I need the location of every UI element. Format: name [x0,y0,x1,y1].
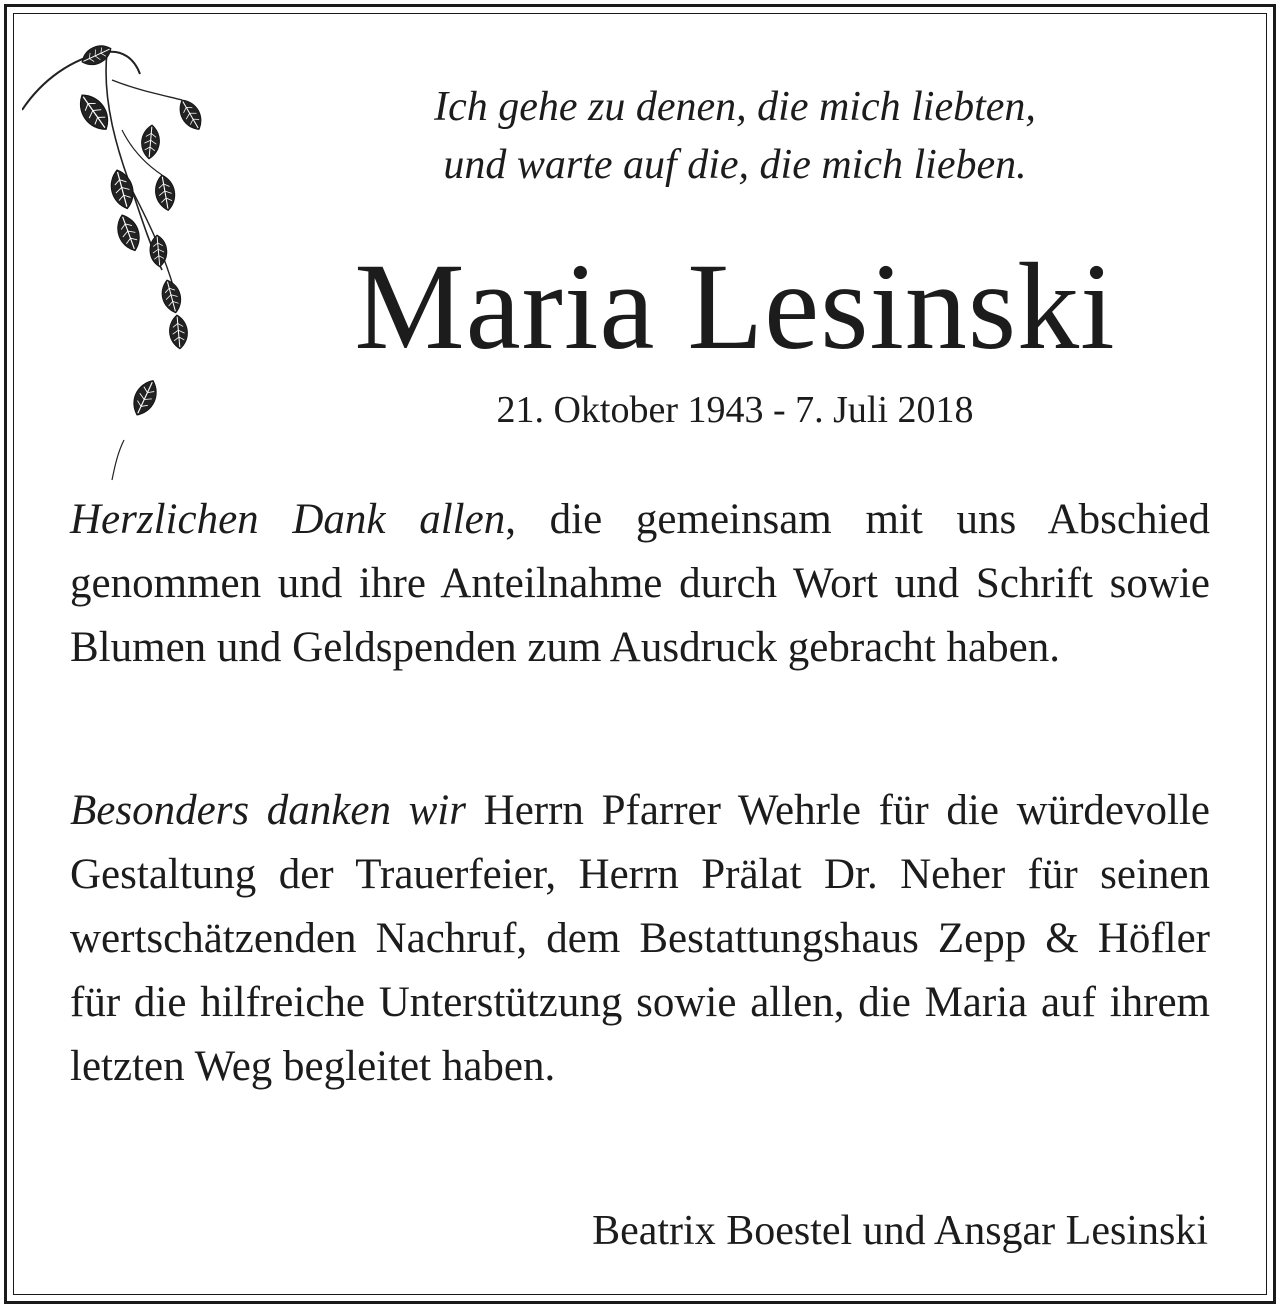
signature: Beatrix Boestel und Ansgar Lesinski [592,1208,1208,1254]
thanks-lead: Herzlichen Dank allen [70,496,506,543]
special-thanks-paragraph [70,779,1210,1099]
thanks-body: , die gemeinsam mit uns Abschied genommen und ihre Anteilnahme durch Wort und Schrift sowie Blumen und Geldspenden zum Ausdruck gebracht haben. [70,496,1210,671]
motto-line-2: und warte auf die, die mich lieben. [443,142,1027,188]
special-thanks-lead: Besonders danken wir [70,787,466,834]
special-thanks-body: Herrn Pfarrer Wehrle für die würdevolle Gestaltung der Trauerfeier, Herrn Prälat Dr. Neher für seinen wertschätzenden Nachruf, dem Bestattungshaus Zepp & Höfler für die hilfreiche Unterstützung sowie allen, die Maria auf ihrem letzten Weg begleitet haben. [70,787,1210,1090]
deceased-name: Maria Lesinski [354,238,1116,375]
motto-line-1: Ich gehe zu denen, die mich liebten, [434,84,1036,130]
thanks-paragraph [70,488,1210,680]
birch-branch-icon [22,40,222,490]
life-dates: 21. Oktober 1943 - 7. Juli 2018 [496,389,974,431]
